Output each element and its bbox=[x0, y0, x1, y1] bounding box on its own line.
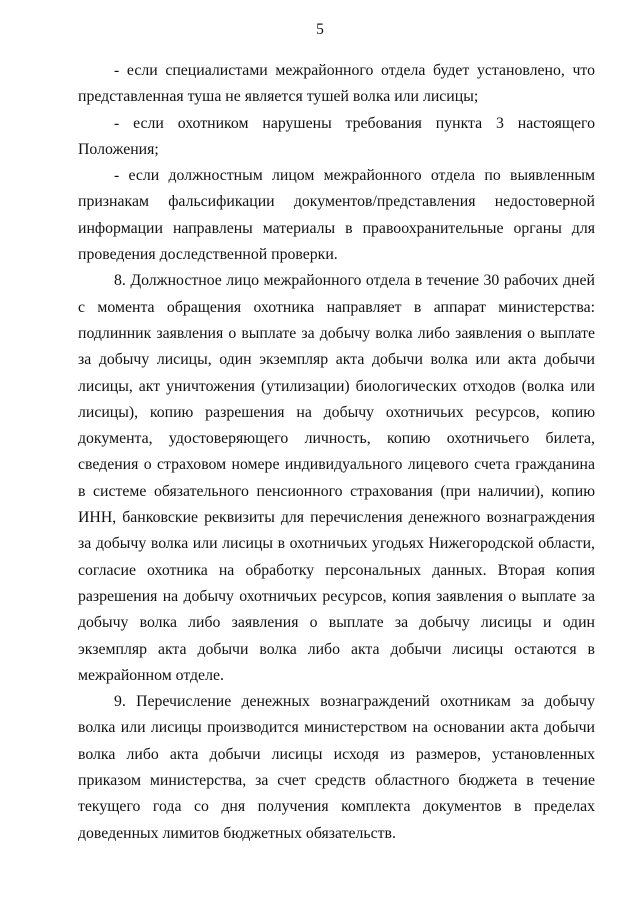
paragraph-condition-falsification: - если должностным лицом межрайонного отдела по выявленным признакам фальсификации документов/представления недостоверной информации направлены материалы в правоохранительные органы для проведения доследственной проверки. bbox=[78, 167, 595, 264]
paragraph-item-9: 9. Перечисление денежных вознаграждений охотникам за добычу волка или лисицы производится министерством на основании акта добычи волка либо акта добычи лисицы исходя из размеров, установленных приказом министерства, за счет средств областного бюджета в течение текущего года со дня получения комплекта документов в пределах доведенных лимитов бюджетных обязательств. bbox=[78, 693, 595, 842]
page-number: 5 bbox=[316, 21, 324, 38]
paragraph-item-8: 8. Должностное лицо межрайонного отдела в течение 30 рабочих дней с момента обращения охотника направляет в аппарат министерства: подлинник заявления о выплате за добычу волка либо заявления о выплате за добычу лисицы, один экземпляр акта добычи волка или акта добычи лисицы, акт уничтожения (утилизации) биологических отходов (волка или лисицы), копию разрешения на добычу охотничьих ресурсов, копию документа, удостоверяющего личность, копию охотничьего билета, сведения о страховом номере индивидуального лицевого счета гражданина в системе обязательного пенсионного страхования (при наличии), копию ИНН, банковские реквизиты для перечисления денежного вознаграждения за добычу волка или лисицы в охотничьих угодьях Нижегородской области, согласие охотника на обработку персональных данных. Вторая копия разрешения на добычу охотничьих ресурсов, копия заявления о выплате за добычу волка либо заявления о выплате за добычу лисицы и один экземпляр акта добычи волка либо акта добычи лисицы остаются в межрайонном отделе. bbox=[78, 272, 595, 684]
paragraph-condition-point-3-violation: - если охотником нарушены требования пункта 3 настоящего Положения; bbox=[78, 114, 595, 158]
paragraph-condition-not-wolf-or-fox: - если специалистами межрайонного отдела будет установлено, что представленная туша не является тушей волка или лисицы; bbox=[78, 62, 595, 106]
document-body bbox=[78, 58, 595, 847]
